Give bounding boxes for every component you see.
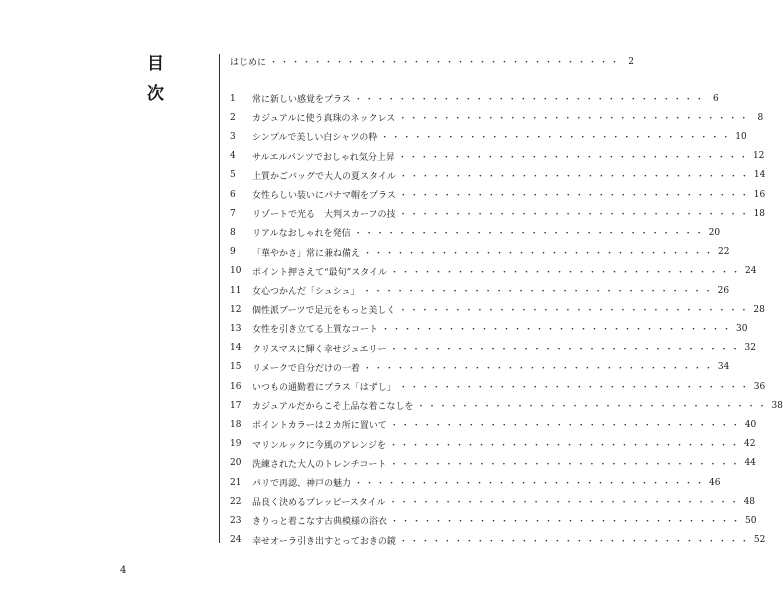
entry-page: 20 (708, 227, 721, 238)
entry-number: 12 (230, 304, 242, 315)
dot-leader: ・・・・・・・・・・・・・・・・・・・・・・・・・・・・・・・・ (397, 152, 750, 163)
entry-title: リアルなおしゃれを発信 (252, 229, 351, 240)
entry-title: リメークで自分だけの一着 (252, 363, 360, 374)
entry-number: 1 (230, 93, 236, 104)
entry-page: 50 (745, 515, 757, 526)
entry-number: 23 (230, 515, 242, 526)
entry-page: 48 (743, 496, 756, 507)
toc-entry (230, 225, 721, 240)
toc-entry (230, 360, 730, 375)
dot-leader: ・・・・・・・・・・・・・・・・・・・・・・・・・・・・・・・・ (416, 402, 769, 413)
dot-leader: ・・・・・・・・・・・・・・・・・・・・・・・・・・・・・・・・ (398, 114, 751, 125)
entry-number: 6 (230, 189, 236, 200)
entry-number: 15 (230, 362, 242, 373)
toc-entry (230, 110, 764, 125)
entry-number: 4 (230, 151, 236, 162)
toc-entry (230, 398, 783, 413)
entry-title: 女性を引き立てる上質なコート (252, 325, 379, 336)
dot-leader: ・・・・・・・・・・・・・・・・・・・・・・・・・・・・・・・・ (353, 229, 706, 240)
entry-number: 10 (230, 266, 242, 277)
dot-leader: ・・・・・・・・・・・・・・・・・・・・・・・・・・・・・・・・ (354, 479, 707, 489)
toc-entry (230, 91, 719, 106)
toc-intro (230, 54, 635, 69)
toc-entry (230, 129, 747, 144)
entry-number: 3 (230, 131, 236, 142)
entry-number: 11 (230, 285, 242, 296)
intro-page: 2 (628, 56, 635, 67)
entry-title: ポイント押さえて“最旬”スタイル (252, 267, 388, 278)
toc-entry (230, 494, 756, 509)
dot-leader: ・・・・・・・・・・・・・・・・・・・・・・・・・・・・・・・・ (389, 344, 742, 355)
entry-title: 「華やかさ」常に兼ね備え (252, 248, 361, 259)
entry-page: 44 (744, 458, 756, 469)
entry-number: 24 (230, 535, 242, 546)
entry-page: 38 (771, 400, 783, 411)
vertical-divider (219, 54, 220, 543)
dot-leader: ・・・・・・・・・・・・・・・・・・・・・・・・・・・・・・・・ (362, 287, 715, 297)
dot-leader: ・・・・・・・・・・・・・・・・・・・・・・・・・・・・・・・・ (388, 440, 741, 451)
heading-char-2: 次 (147, 84, 164, 104)
entry-title: 洗練された大人のトレンチコート (252, 459, 387, 470)
dot-leader: ・・・・・・・・・・・・・・・・・・・・・・・・・・・・・・・・ (398, 171, 751, 182)
entry-title: 常に新しい感覚をプラス (252, 95, 351, 105)
toc-entry (230, 475, 721, 490)
dot-leader: ・・・・・・・・・・・・・・・・・・・・・・・・・・・・・・・・ (388, 498, 741, 509)
dot-leader: ・・・・・・・・・・・・・・・・・・・・・・・・・・・・・・・・ (390, 517, 743, 528)
dot-leader: ・・・・・・・・・・・・・・・・・・・・・・・・・・・・・・・・ (390, 267, 743, 278)
dot-leader: ・・・・・・・・・・・・・・・・・・・・・・・・・・・・・・・・ (353, 95, 706, 105)
toc-entry (230, 283, 730, 298)
toc-entry (230, 187, 766, 202)
entry-page: 28 (753, 304, 765, 315)
entry-page: 32 (744, 343, 756, 354)
entry-page: 8 (757, 112, 764, 123)
entry-title: きりっと着こなす古典模様の浴衣 (252, 517, 388, 528)
intro-title: はじめに (230, 58, 267, 68)
entry-page: 52 (753, 535, 766, 546)
toc-entry (230, 513, 757, 528)
entry-number: 9 (230, 247, 236, 258)
toc-entry (230, 456, 756, 471)
dot-leader: ・・・・・・・・・・・・・・・・・・・・・・・・・・・・・・・・ (398, 191, 751, 201)
entry-page: 46 (709, 477, 721, 488)
dot-leader: ・・・・・・・・・・・・・・・・・・・・・・・・・・・・・・・・ (398, 383, 751, 393)
entry-title: マリンルックに今風のアレンジを (252, 440, 386, 451)
entry-title: リゾートで光る 大判スカーフの技 (252, 210, 396, 221)
entry-title: サルエルパンツでおしゃれ気分上昇 (252, 152, 395, 163)
entry-title: クリスマスに輝く幸せジュエリー (252, 344, 387, 355)
heading-char-1: 目 (147, 54, 164, 74)
entry-page: 16 (753, 189, 766, 200)
toc-entry (230, 149, 765, 164)
toc-entry (230, 417, 757, 432)
toc-entry (230, 264, 757, 279)
entry-number: 21 (230, 477, 242, 488)
entry-page: 12 (752, 151, 765, 162)
entry-number: 19 (230, 439, 242, 450)
entry-title: シンプルで美しい白シャツの粋 (252, 133, 378, 144)
dot-leader: ・・・・・・・・・・・・・・・・・・・・・・・・・・・・・・・・ (269, 58, 622, 68)
entry-number: 7 (230, 208, 236, 219)
entry-number: 18 (230, 419, 242, 430)
toc-entry (230, 341, 756, 356)
entry-number: 14 (230, 343, 242, 354)
entry-title: 幸せオーラ引き出すとっておきの鏡 (252, 536, 396, 547)
toc-entry (230, 245, 730, 260)
entry-title: パリで再認、神戸の魅力 (252, 479, 352, 489)
dot-leader: ・・・・・・・・・・・・・・・・・・・・・・・・・・・・・・・・ (381, 325, 734, 336)
dot-leader: ・・・・・・・・・・・・・・・・・・・・・・・・・・・・・・・・ (389, 421, 742, 432)
entry-number: 5 (230, 170, 236, 181)
entry-page: 22 (718, 247, 730, 258)
dot-leader: ・・・・・・・・・・・・・・・・・・・・・・・・・・・・・・・・ (398, 210, 751, 221)
entry-title: カジュアルだからこそ上品な着こなしを (252, 402, 414, 413)
toc-entry (230, 168, 766, 183)
toc-entry (230, 533, 766, 548)
entry-page: 42 (743, 439, 756, 450)
toc-entry (230, 437, 756, 452)
entry-title: 個性派ブーツで足元をもっと美しく (252, 306, 396, 317)
entry-page: 36 (753, 381, 766, 392)
entry-page: 34 (717, 362, 730, 373)
entry-number: 17 (230, 400, 242, 411)
entry-title: ポイントカラーは２カ所に置いて (252, 421, 387, 432)
entry-title: 女性らしい装いにパナマ帽をプラス (252, 191, 396, 201)
entry-number: 13 (230, 323, 242, 334)
entry-number: 16 (230, 381, 242, 392)
entry-title: 上質かごバッグで大人の夏スタイル (252, 171, 396, 182)
dot-leader: ・・・・・・・・・・・・・・・・・・・・・・・・・・・・・・・・ (380, 133, 733, 144)
entry-title: 品良く決めるプレッピースタイル (252, 498, 386, 509)
entry-page: 18 (753, 208, 766, 219)
dot-leader: ・・・・・・・・・・・・・・・・・・・・・・・・・・・・・・・・ (362, 363, 715, 374)
entry-title: いつもの通勤着にプラス「はずし」 (252, 383, 396, 393)
toc-entry (230, 206, 766, 221)
entry-page: 14 (753, 170, 766, 181)
toc-entry (230, 321, 748, 336)
entry-number: 8 (230, 227, 236, 238)
toc-entry (230, 379, 766, 394)
dot-leader: ・・・・・・・・・・・・・・・・・・・・・・・・・・・・・・・・ (398, 306, 751, 317)
entry-page: 30 (736, 323, 748, 334)
entry-page: 24 (745, 266, 757, 277)
dot-leader: ・・・・・・・・・・・・・・・・・・・・・・・・・・・・・・・・ (398, 536, 751, 547)
entry-number: 2 (230, 112, 236, 123)
entry-page: 26 (717, 285, 730, 296)
page-number: 4 (120, 565, 127, 576)
entry-number: 22 (230, 496, 242, 507)
entry-page: 10 (735, 131, 747, 142)
entry-number: 20 (230, 458, 242, 469)
dot-leader: ・・・・・・・・・・・・・・・・・・・・・・・・・・・・・・・・ (363, 248, 716, 259)
toc-entry (230, 302, 765, 317)
entry-title: カジュアルに使う真珠のネックレス (252, 114, 396, 125)
entry-page: 40 (744, 419, 757, 430)
dot-leader: ・・・・・・・・・・・・・・・・・・・・・・・・・・・・・・・・ (389, 459, 742, 470)
entry-title: 女心つかんだ「シュシュ」 (252, 287, 360, 297)
entry-page: 6 (713, 93, 719, 104)
